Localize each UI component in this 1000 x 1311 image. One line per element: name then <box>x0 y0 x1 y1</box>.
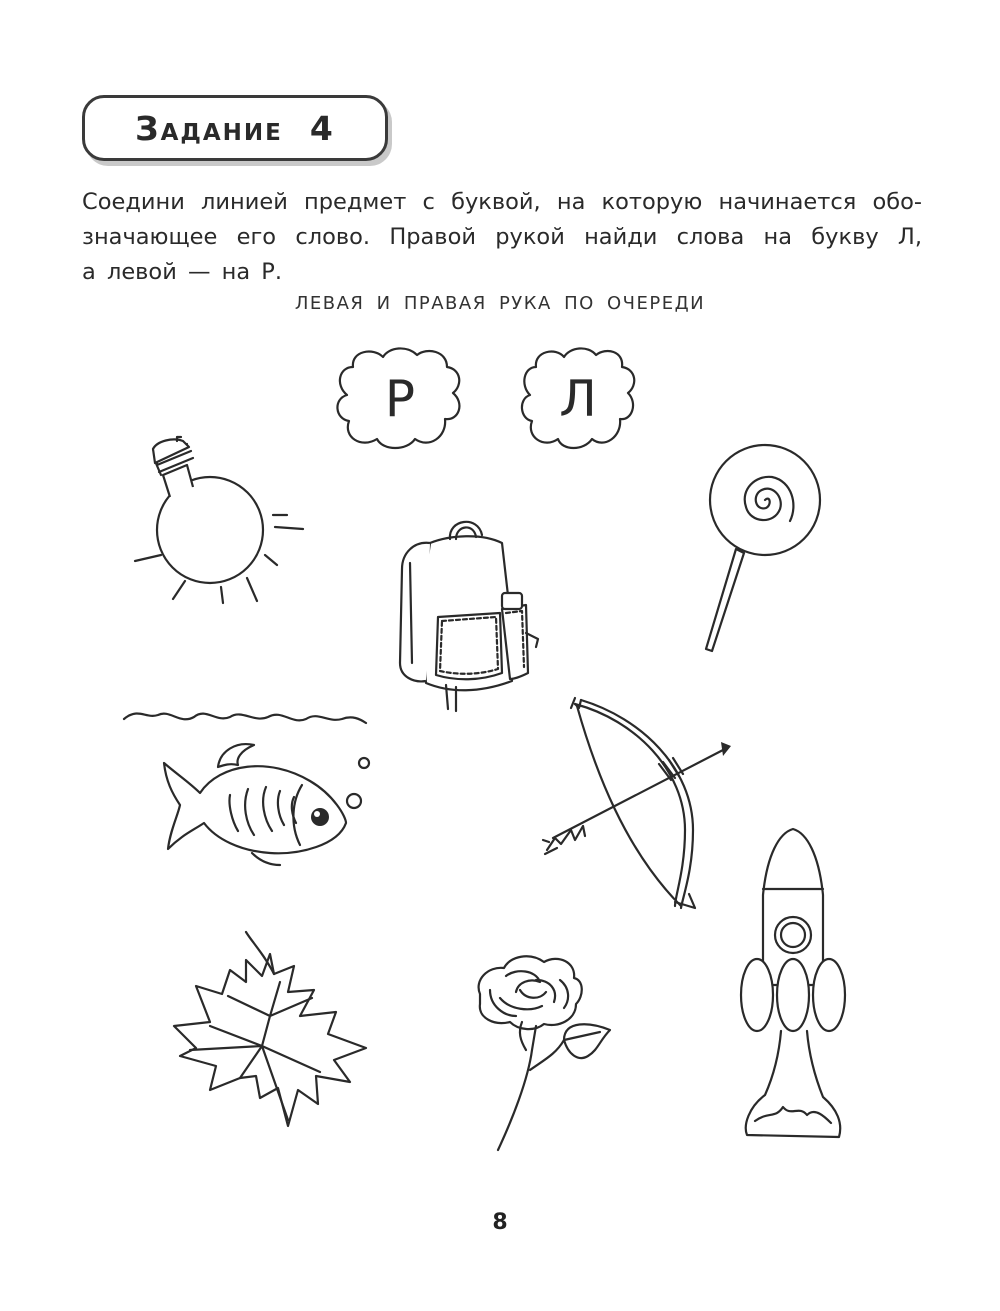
letter-l: Л <box>559 370 597 428</box>
letter-cloud-l[interactable] <box>518 345 638 453</box>
fish-icon <box>120 705 380 875</box>
page-number: 8 <box>492 1210 508 1235</box>
leaf-icon <box>170 930 370 1135</box>
fish-picture[interactable] <box>120 705 380 879</box>
rocket-picture[interactable] <box>735 825 855 1149</box>
instruction-line-2: значающее его слово. Правой рукой найди слова на букву Л, <box>82 224 922 250</box>
rose-icon <box>460 950 620 1155</box>
rocket-icon <box>735 825 855 1145</box>
lollipop-picture[interactable] <box>700 445 825 664</box>
lightbulb-picture[interactable] <box>125 435 310 614</box>
task-title-first-letter: З <box>135 108 161 148</box>
lollipop-icon <box>700 445 825 660</box>
subheading: ЛЕВАЯ И ПРАВАЯ РУКА ПО ОЧЕРЕДИ <box>294 293 706 314</box>
leaf-picture[interactable] <box>170 930 370 1139</box>
bow-arrow-picture[interactable] <box>535 690 735 924</box>
backpack-icon <box>390 513 550 713</box>
task-title-box <box>82 95 388 161</box>
instruction-line-1: Соедини линией предмет с буквой, на которую начинается обо- <box>82 189 922 215</box>
instruction-text <box>82 185 922 290</box>
lightbulb-icon <box>125 435 310 610</box>
letter-r: Р <box>384 370 416 428</box>
letter-cloud-r[interactable] <box>333 345 467 453</box>
rose-picture[interactable] <box>460 950 620 1159</box>
instruction-line-3: а левой — на Р. <box>82 259 282 285</box>
bow-arrow-icon <box>535 690 735 920</box>
backpack-picture[interactable] <box>390 513 550 717</box>
task-number: 4 <box>309 108 335 148</box>
task-title-word: адание <box>160 108 283 148</box>
task-title <box>135 109 335 148</box>
